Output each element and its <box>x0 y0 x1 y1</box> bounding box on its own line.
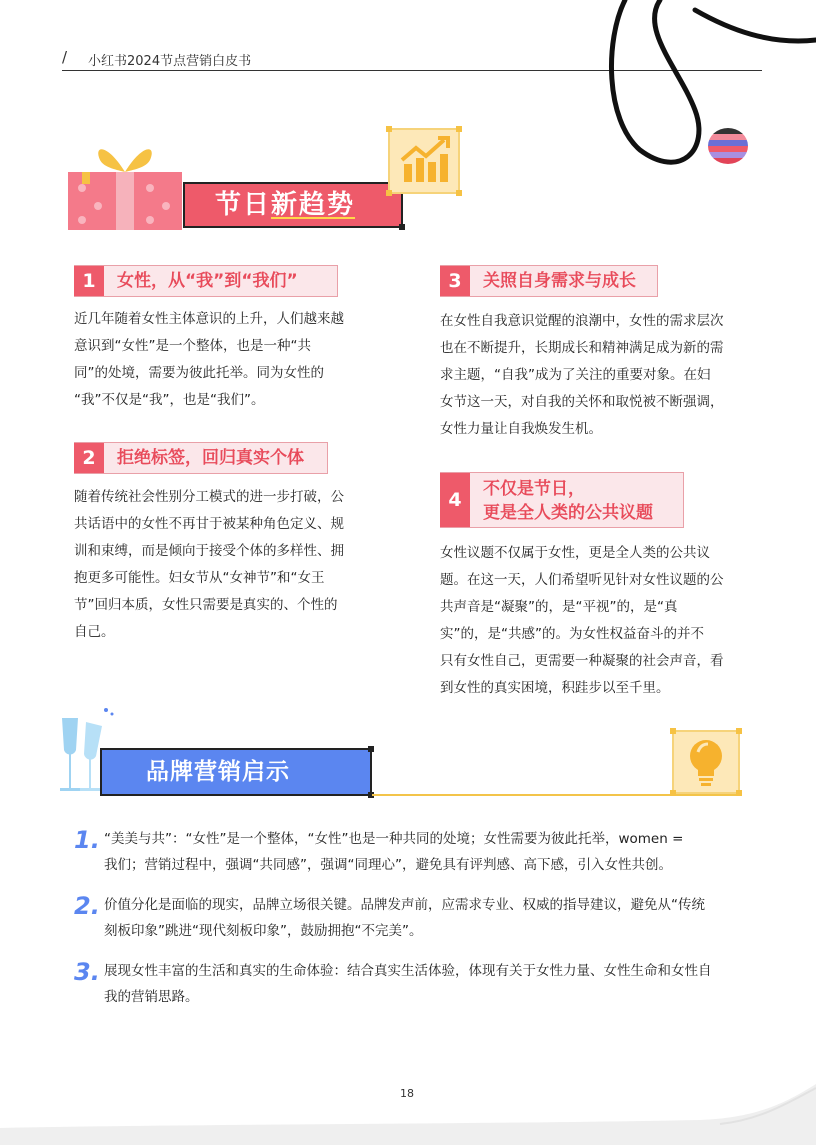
corner-handle <box>386 126 392 132</box>
paragraph-line: 求主题，“自我”成为了关注的重要对象。在妇 <box>440 367 711 383</box>
corner-handle <box>670 728 676 734</box>
trend-title-line: 不仅是节日， <box>483 479 585 499</box>
paragraph-line: 只有女性自己，更需要一种凝聚的社会声音，看 <box>440 653 724 669</box>
trend-title: 女性，从“我”到“我们” <box>117 271 298 291</box>
corner-handle <box>386 190 392 196</box>
paragraph-line: 共声音是“凝聚”的，是“平视”的，是“真 <box>440 599 678 615</box>
insight-line: 展现女性丰富的生活和真实的生命体验：结合真实生活体验，体现有关于女性力量、女性生命和女性自 <box>104 963 712 979</box>
header-slash: / <box>62 48 68 66</box>
paragraph-line: 女节这一天，对自我的关怀和取悦被不断强调， <box>440 394 724 410</box>
paragraph-line: 女性议题不仅属于女性，更是全人类的公共议 <box>440 545 710 561</box>
paragraph-line: 到女性的真实困境，积跬步以至千里。 <box>440 680 670 696</box>
trend-paragraph-1 <box>74 306 364 414</box>
insight-line: 价值分化是面临的现实，品牌立场很关键。品牌发声前，应需求专业、权威的指导建议，避免从“传统 <box>104 897 705 913</box>
paragraph-line: 意识到“女性”是一个整体，也是一种“共 <box>74 338 311 354</box>
trend-number: 3 <box>440 266 470 296</box>
paragraph-line: “我”不仅是“我”，也是“我们”。 <box>74 392 265 408</box>
paragraph-line: 自己。 <box>74 624 115 640</box>
bar-chart-icon <box>390 130 458 192</box>
trend-heading-1 <box>74 265 338 297</box>
trend-paragraph-2 <box>74 484 364 646</box>
paragraph-line: 共话语中的女性不再甘于被某种角色定义、规 <box>74 516 344 532</box>
insight-line: “美美与共”：“女性”是一个整体，“女性”也是一种共同的处境；女性需要为彼此托举，women = <box>104 831 684 847</box>
bar-chart-icon-box <box>388 128 460 194</box>
trend-title: 关照自身需求与成长 <box>483 271 636 291</box>
paragraph-line: 近几年随着女性主体意识的上升，人们越来越 <box>74 311 344 327</box>
striped-ball-icon <box>706 126 750 166</box>
trend-title <box>483 477 653 525</box>
section-banner-holiday-trends <box>183 182 403 228</box>
insight-line: 我们；营销过程中，强调“共同感”，强调“同理心”，避免具有评判感、高下感，引入女性共创。 <box>104 857 672 873</box>
paragraph-line: 在女性自我意识觉醒的浪潮中，女性的需求层次 <box>440 313 724 329</box>
lightbulb-icon <box>674 732 738 792</box>
insight-text-1 <box>104 826 754 878</box>
banner-text: 品牌营销启示 <box>146 759 290 785</box>
insight-text-2 <box>104 892 754 944</box>
insight-number: 2. <box>74 892 100 920</box>
trend-heading-2 <box>74 442 328 474</box>
paragraph-line: 训和束缚，而是倾向于接受个体的多样性、拥 <box>74 543 344 559</box>
paragraph-line: 抱更多可能性。妇女节从“女神节”和“女王 <box>74 570 325 586</box>
paragraph-line: 实”的，是“共感”的。为女性权益奋斗的并不 <box>440 626 704 642</box>
trend-heading-4 <box>440 472 684 528</box>
insight-number: 1. <box>74 826 100 854</box>
trend-number: 1 <box>74 266 104 296</box>
banner-text-part1: 节日 <box>215 190 272 220</box>
gift-icon <box>68 134 182 230</box>
insight-number: 3. <box>74 958 100 986</box>
trend-number: 4 <box>440 473 470 527</box>
trend-paragraph-4 <box>440 540 742 702</box>
corner-handle <box>736 728 742 734</box>
insight-line: 我的营销思路。 <box>104 989 199 1005</box>
paragraph-line: 随着传统社会性别分工模式的进一步打破，公 <box>74 489 344 505</box>
banner-text-part2: 新趋势 <box>271 190 356 220</box>
paragraph-line: 节”回归本质，女性只需要是真实的、个性的 <box>74 597 338 613</box>
trend-title-line: 更是全人类的公共议题 <box>483 503 653 523</box>
corner-handle <box>456 190 462 196</box>
corner-handle <box>670 790 676 796</box>
footer-wave-decoration <box>0 1080 816 1145</box>
paragraph-line: 题。在这一天，人们希望听见针对女性议题的公 <box>440 572 724 588</box>
corner-handle <box>399 224 405 230</box>
paragraph-line: 女性力量让自我焕发生机。 <box>440 421 602 437</box>
corner-handle <box>368 746 374 752</box>
page-number: 18 <box>400 1087 414 1100</box>
trend-heading-3 <box>440 265 658 297</box>
corner-handle <box>456 126 462 132</box>
corner-handle <box>736 790 742 796</box>
section-banner-brand-marketing <box>100 748 372 796</box>
header-title: 小红书2024节点营销白皮书 <box>88 54 252 69</box>
trend-paragraph-3 <box>440 308 742 443</box>
trend-number: 2 <box>74 443 104 473</box>
paragraph-line: 也在不断提升，长期成长和精神满足成为新的需 <box>440 340 724 356</box>
trend-title: 拒绝标签，回归真实个体 <box>117 448 304 468</box>
insight-text-3 <box>104 958 754 1010</box>
insight-line: 刻板印象”跳进“现代刻板印象”，鼓励拥抱“不完美”。 <box>104 923 423 939</box>
paragraph-line: 同”的处境，需要为彼此托举。同为女性的 <box>74 365 324 381</box>
lightbulb-icon-box <box>672 730 740 794</box>
